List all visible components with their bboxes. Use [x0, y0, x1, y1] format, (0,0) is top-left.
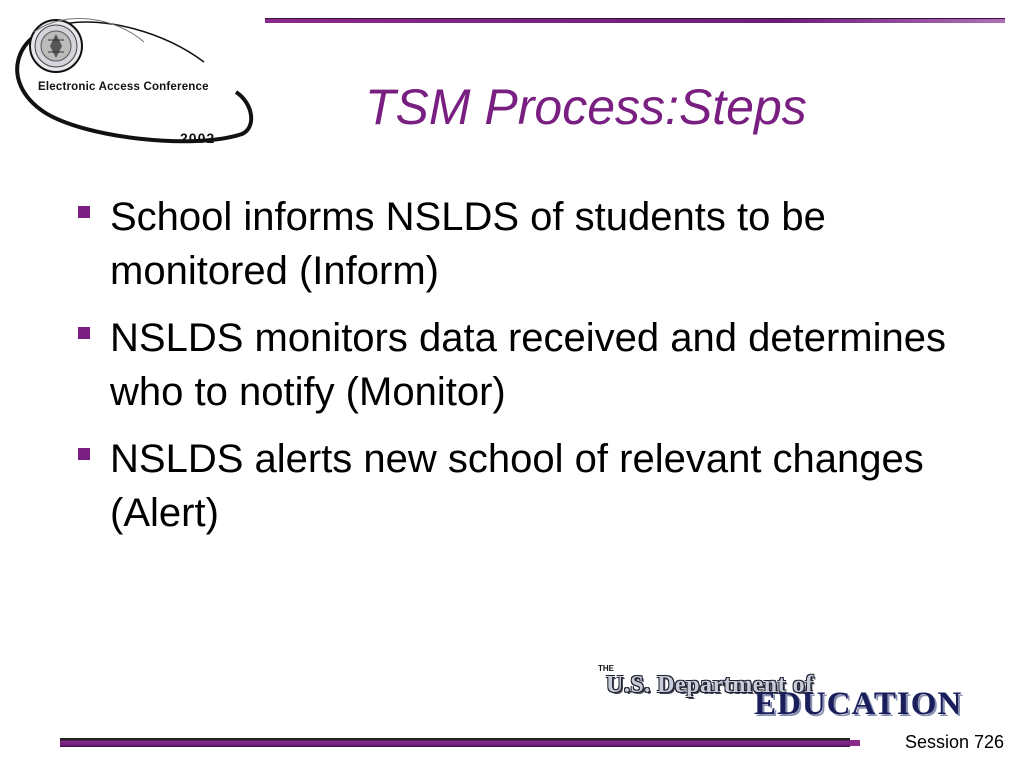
square-bullet-icon: [78, 327, 90, 339]
bullet-item-monitor: [70, 311, 970, 419]
dept-of-education-logo: [596, 664, 996, 726]
top-divider: [265, 18, 1005, 23]
bullet-list: [70, 190, 970, 553]
bullet-text: School informs NSLDS of students to be monitored (Inform): [110, 195, 826, 293]
slide-title: TSM Process:Steps: [365, 79, 807, 135]
square-bullet-icon: [78, 206, 90, 218]
conference-year: 2002: [180, 130, 216, 146]
square-bullet-icon: [78, 448, 90, 460]
bullet-text: NSLDS alerts new school of relevant changes (Alert): [110, 437, 924, 535]
bullet-text: NSLDS monitors data received and determines who to notify (Monitor): [110, 316, 946, 414]
conference-name: Electronic Access Conference: [38, 81, 209, 93]
bottom-divider: [60, 738, 850, 747]
conference-logo: [4, 12, 260, 152]
session-number: Session 726: [905, 732, 1005, 752]
ed-logo-department: U.S. Department of: [606, 672, 814, 698]
dept-education-seal-icon: [30, 20, 82, 72]
ed-logo-education: EDUCATION: [754, 686, 963, 722]
bullet-item-inform: [70, 190, 970, 298]
ed-logo-the: THE: [598, 664, 614, 673]
bullet-item-alert: [70, 432, 970, 540]
bottom-divider-tail: [850, 740, 860, 746]
